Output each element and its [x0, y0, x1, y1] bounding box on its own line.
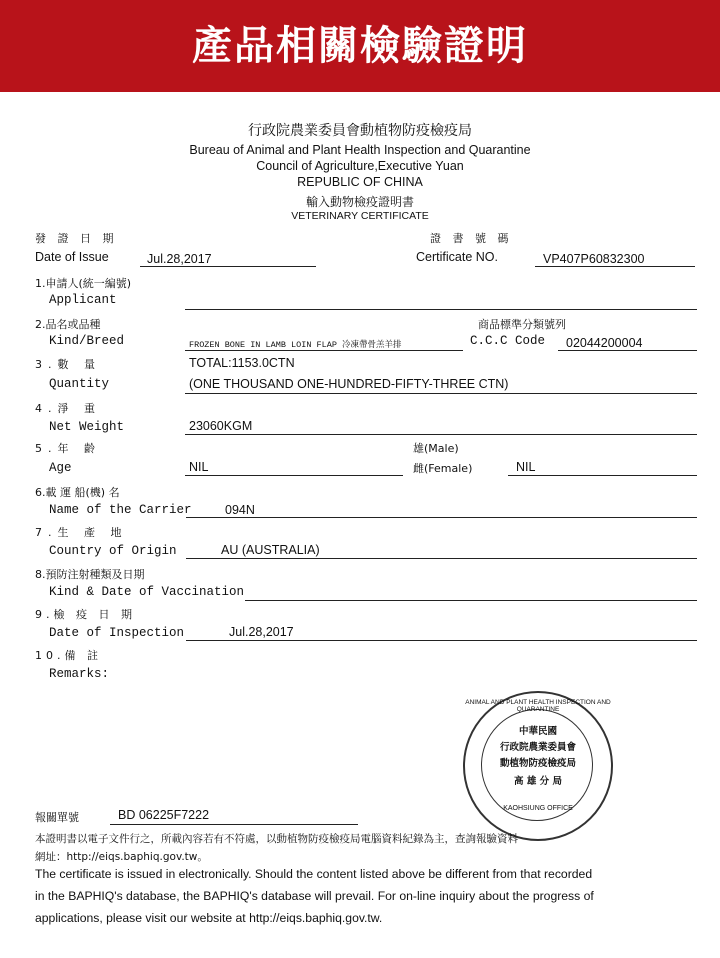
inspection-label: Date of Inspection: [49, 626, 185, 640]
issue-date-label: Date of Issue: [35, 250, 109, 264]
sex-value: NIL: [516, 460, 536, 474]
quantity-label-zh: 3.數 量: [35, 358, 101, 371]
ccc-value: 02044200004: [566, 336, 643, 350]
notice-zh-line-1: 本證明書以電子文件行之，所載內容若有不符處，以動植物防疫檢疫局電腦資料紀錄為主，查詢報驗資料: [35, 833, 518, 845]
carrier-value: 094N: [225, 503, 255, 517]
certificate-title-zh: 輸入動物檢疫證明書: [305, 195, 414, 209]
remarks-label-zh: 10.備 註: [35, 649, 102, 662]
issue-date-value: Jul.28,2017: [147, 252, 212, 266]
seal-ring-bottom: KAOHSIUNG OFFICE: [503, 805, 573, 812]
age-value: NIL: [189, 460, 209, 474]
banner-title: 產品相關檢驗證明: [192, 23, 528, 69]
weight-label: Net Weight: [49, 420, 125, 434]
notice-en-line-3: applications, please visit our website at http://eiqs.baphiq.gov.tw.: [35, 911, 383, 925]
council-name: Council of Agriculture,Executive Yuan: [256, 159, 464, 173]
applicant-label: Applicant: [49, 293, 117, 307]
agency-name-zh: 行政院農業委員會動植物防疫檢疫局: [248, 123, 472, 139]
certificate-no-label: Certificate NO.: [416, 250, 498, 264]
seal-line-4: 高 雄 分 局: [514, 776, 562, 787]
weight-value: 23060KGM: [189, 419, 253, 433]
quantity-value: TOTAL:1153.0CTN: [189, 356, 295, 370]
inspection-value: Jul.28,2017: [229, 625, 294, 639]
official-seal: [463, 691, 613, 841]
certificate-title-en: VETERINARY CERTIFICATE: [291, 210, 429, 222]
issue-date-label-zh: 發 證 日 期: [35, 232, 118, 245]
customs-no-value: BD 06225F7222: [118, 808, 210, 822]
weight-label-zh: 4.淨 重: [35, 402, 101, 415]
vaccination-label: Kind & Date of Vaccination: [49, 585, 245, 599]
origin-label: Country of Origin: [49, 544, 177, 558]
seal-line-2: 行政院農業委員會: [499, 742, 576, 753]
certificate-no-value: VP407P60832300: [543, 252, 645, 266]
carrier-label: Name of the Carrier: [49, 503, 192, 517]
seal-line-1: 中華民國: [518, 726, 557, 737]
ccc-label: C.C.C Code: [470, 334, 546, 348]
origin-value: AU (AUSTRALIA): [221, 543, 320, 557]
carrier-label-zh: 6.載 運 船(機) 名: [35, 486, 120, 499]
customs-no-label: 報關單號: [35, 811, 79, 824]
notice-en-line-1: The certificate is issued in electronically. Should the content listed above be different from that recorded: [35, 867, 593, 881]
country-name: REPUBLIC OF CHINA: [297, 175, 423, 189]
notice-zh-line-2: 網址：http://eiqs.baphiq.gov.tw。: [35, 851, 208, 863]
quantity-words: (ONE THOUSAND ONE-HUNDRED-FIFTY-THREE CTN): [189, 377, 509, 391]
quantity-label: Quantity: [49, 377, 110, 391]
notice-en-line-2: in the BAPHIQ's database, the BAPHIQ's database will prevail. For on-line inquiry about the progress of: [35, 889, 594, 903]
vaccination-label-zh: 8.預防注射種類及日期: [35, 568, 145, 581]
applicant-label-zh: 1.申請人(統一編號): [35, 277, 132, 290]
age-label-zh: 5.年 齡: [35, 442, 101, 455]
ccc-label-zh: 商品標準分類號列: [478, 318, 566, 331]
seal-ring-top: ANIMAL AND PLANT HEALTH INSPECTION AND QUARANTINE: [465, 699, 611, 713]
agency-name-en: Bureau of Animal and Plant Health Inspection and Quarantine: [189, 143, 531, 157]
kind-label: Kind/Breed: [49, 334, 125, 348]
male-label: 雄(Male): [413, 442, 459, 455]
kind-label-zh: 2.品名或品種: [35, 318, 101, 331]
female-label: 雌(Female): [413, 462, 473, 475]
origin-label-zh: 7.生 產 地: [35, 526, 128, 539]
certificate-no-label-zh: 證 書 號 碼: [430, 232, 513, 245]
seal-line-3: 動植物防疫檢疫局: [499, 758, 576, 769]
age-label: Age: [49, 461, 72, 475]
remarks-label: Remarks:: [49, 667, 110, 681]
kind-value: FROZEN BONE IN LAMB LOIN FLAP 冷凍帶骨羔羊排: [189, 340, 402, 350]
inspection-label-zh: 9.檢 疫 日 期: [35, 608, 136, 621]
